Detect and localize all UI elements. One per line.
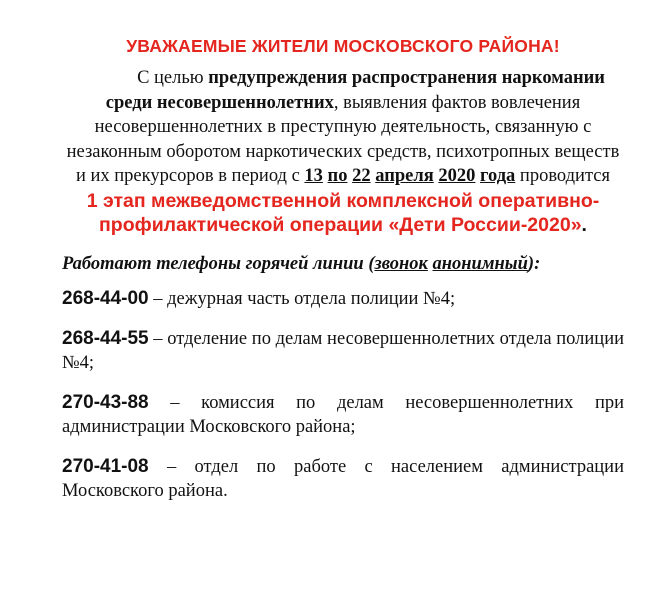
hotline-entry xyxy=(62,391,624,439)
date-day-end: 22 xyxy=(352,166,371,186)
intro-text-3: проводится xyxy=(515,166,610,186)
notice-heading: УВАЖАЕМЫЕ ЖИТЕЛИ МОСКОВСКОГО РАЙОНА! xyxy=(126,36,560,56)
notice-document xyxy=(62,36,624,519)
date-month: апреля xyxy=(375,166,434,186)
date-day-start: 13 xyxy=(304,166,323,186)
hotline-title-start: Работают телефоны горячей линии ( xyxy=(62,253,375,274)
date-word-po: по xyxy=(327,166,348,186)
hotline-title-end: ): xyxy=(527,253,541,274)
intro-text-1: С целью xyxy=(137,68,209,88)
phone-description: – комиссия по делам несовершеннолетних при администрации Московского района; xyxy=(62,392,624,437)
period-date xyxy=(304,166,515,186)
hotline-entry xyxy=(62,327,624,375)
intro-paragraph xyxy=(62,66,624,189)
hotline-title xyxy=(62,254,624,275)
phone-description: – отделение по делам несовершеннолетних отдела полиции №4; xyxy=(62,328,624,373)
operation-period: . xyxy=(581,214,587,236)
hotline-title-anonymous: анонимный xyxy=(432,253,528,274)
hotline-entry xyxy=(62,455,624,503)
operation-title xyxy=(62,189,624,238)
date-word-year: года xyxy=(480,166,516,186)
phone-number: 268-44-00 xyxy=(62,287,149,309)
phone-description: – дежурная часть отдела полиции №4; xyxy=(148,288,456,309)
phone-number: 268-44-55 xyxy=(62,327,149,349)
operation-text: 1 этап межведомственной комплексной оперативно-профилактической операции «Дети России-2020» xyxy=(86,189,600,236)
intro-bold-phrase: предупреждения распространения наркомании среди несовершеннолетних xyxy=(105,68,605,113)
hotline-title-call: звонок xyxy=(374,253,428,274)
intro-text-2: , выявления фактов вовлечения несовершеннолетних в преступную деятельность, связанную с незаконным оборотом наркотических средств, психотропных веществ и их прекурсоров в период с xyxy=(66,92,620,186)
date-year: 2020 xyxy=(438,166,476,186)
phone-number: 270-41-08 xyxy=(62,455,149,477)
phone-number: 270-43-88 xyxy=(62,391,149,413)
phone-description: – отдел по работе с населением администрации Московского района. xyxy=(62,456,624,501)
hotline-entry xyxy=(62,287,624,311)
